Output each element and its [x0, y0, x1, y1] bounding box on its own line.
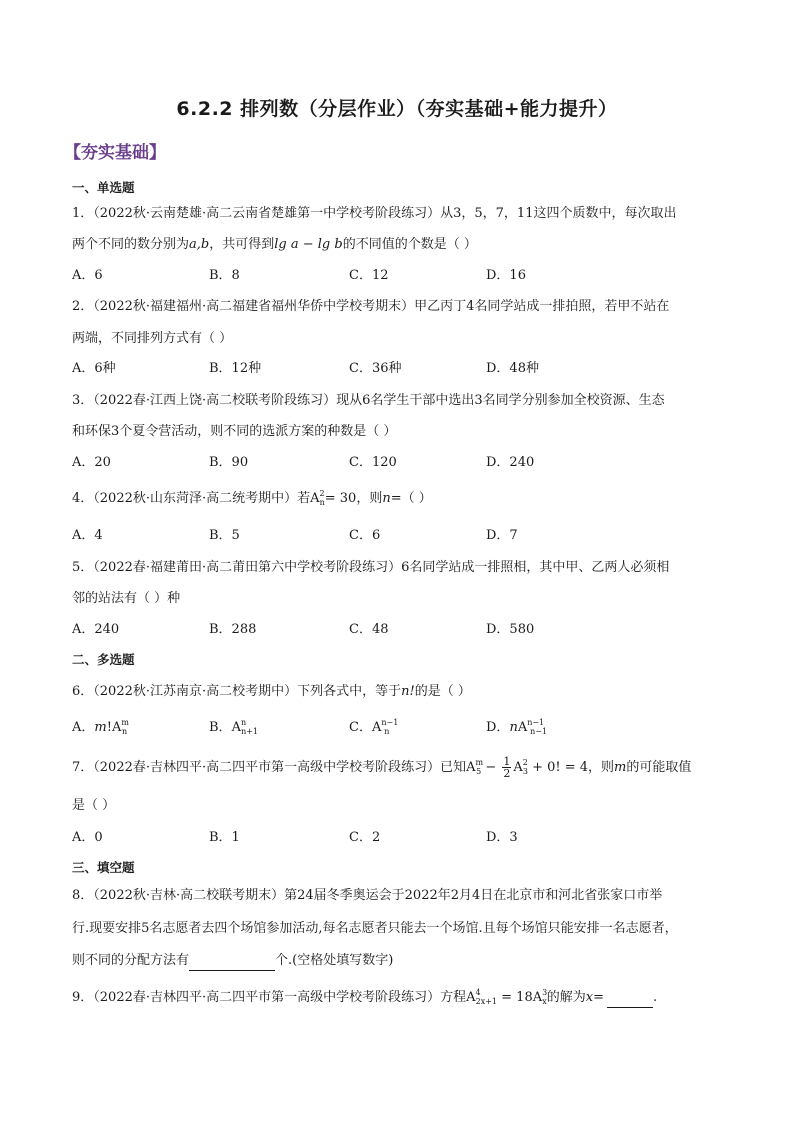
q4-perm-symbol: $A^2_n$	[310, 489, 325, 507]
q7-perm-symbol: $A^m_5$	[466, 758, 484, 776]
q5-line1: 5．（2022春·福建莆田·高二莆田第六中学校考阶段练习）6名同学站成一排照相，其中甲、乙两人必须相	[72, 560, 670, 575]
q5-option-b: B．288	[209, 622, 257, 637]
q3-line1: 3．（2022春·江西上饶·高二校联考阶段练习）现从6名学生干部中选出3名同学分别参加全校资源、生态	[72, 393, 665, 408]
q5-line2: 邻的站法有（ ）种	[72, 591, 181, 606]
heading-single-choice: 一、单选题	[72, 180, 135, 195]
q4-option-a: A．4	[72, 528, 103, 543]
q2-option-b: B．12种	[209, 361, 262, 376]
q3-line2: 和环保3个夏令营活动，则不同的选派方案的种数是（ ）	[72, 424, 397, 439]
q1-option-b: B．8	[209, 268, 240, 283]
q8-line2: 行.现要安排5名志愿者去四个场馆参加活动,每名志愿者只能去一个场馆.且每个场馆只能安排一名志愿者，	[72, 921, 678, 936]
q3-option-d: D．240	[486, 455, 535, 470]
heading-fill-blank: 三、填空题	[72, 860, 135, 875]
q5-option-a: A．240	[72, 622, 120, 637]
q5-option-c: C．48	[349, 622, 389, 637]
q6-option-a: A．$m!A^m_n$	[72, 718, 129, 736]
q6-line1: 6．（2022秋·江苏南京·高二校考期中）下列各式中，等于n!的是（ ）	[72, 684, 471, 699]
q1-option-d: D．16	[486, 268, 526, 283]
q7-fraction: $\frac{1}{2}$	[503, 755, 511, 780]
q2-option-a: A．6种	[72, 361, 116, 376]
q3-option-b: B．90	[209, 455, 249, 470]
q7-option-c: C．2	[349, 830, 381, 845]
q7-line1: 7．（2022春·吉林四平·高二四平市第一高级中学校考阶段练习）已知$A^m_5$ − $\frac{1}{2}$ $A^2_3 + 0$! = 4，则m的可能取值	[72, 755, 692, 780]
q4-option-b: B．5	[209, 528, 240, 543]
page-title: 6.2.2 排列数（分层作业）（夯实基础+能力提升）	[176, 98, 618, 120]
q2-option-c: C．36种	[349, 361, 402, 376]
q7-line2: 是（ ）	[72, 798, 116, 813]
q7-option-d: D．3	[486, 830, 518, 845]
q8-answer-blank	[189, 955, 275, 971]
q8-line1: 8．（2022秋·吉林·高二校联考期末）第24届冬季奥运会于2022年2月4日在北京市和河北省张家口市举	[72, 888, 663, 903]
q2-line2: 两端，不同排列方式有（ ）	[72, 331, 233, 346]
q9-answer-blank	[607, 992, 653, 1008]
q1-line2: 两个不同的数分别为a,b，共可得到lg a − lg b的不同值的个数是（ ）	[72, 237, 477, 252]
q1-log-expr: lg a − lg b	[274, 237, 343, 252]
q9-equation: $A^4_{2x+1} = 18A^3_x$	[466, 988, 548, 1006]
q6-option-d: D．$nA^{n-1}_{n-1}$	[486, 718, 548, 736]
q1-line1: 1．（2022秋·云南楚雄·高二云南省楚雄第一中学校考阶段练习）从3，5，7，11这四个质数中，每次取出	[72, 206, 677, 221]
q7-option-b: B．1	[209, 830, 240, 845]
heading-multi-choice: 二、多选题	[72, 652, 135, 667]
q1-var-ab: a,b	[189, 237, 210, 252]
section-tag-basics: 【夯实基础】	[64, 143, 166, 163]
q1-option-a: A．6	[72, 268, 103, 283]
q6-option-b: B．$A^n_{n+1}$	[209, 718, 259, 736]
q5-option-d: D．580	[486, 622, 535, 637]
q4-option-c: C．6	[349, 528, 381, 543]
q7-option-a: A．0	[72, 830, 103, 845]
q2-line1: 2．（2022秋·福建福州·高二福建省福州华侨中学校考期末）甲乙丙丁4名同学站成一排拍照，若甲不站在	[72, 299, 670, 314]
q9-line1: 9．（2022春·吉林四平·高二四平市第一高级中学校考阶段练习）方程$A^4_{2x+1} = 18A^3_x$的解为x= .	[72, 988, 658, 1006]
q3-option-a: A．20	[72, 455, 111, 470]
q2-option-d: D．48种	[486, 361, 539, 376]
q6-option-c: C．$A^{n-1}_n$	[349, 718, 399, 736]
q3-option-c: C．120	[349, 455, 397, 470]
q8-line3: 则不同的分配方法有 个.(空格处填写数字)	[72, 949, 732, 971]
q4-line1: 4．（2022秋·山东菏泽·高二统考期中）若$A^2_n= 30$，则n=（ ）	[72, 489, 432, 507]
q4-option-d: D．7	[486, 528, 518, 543]
q1-option-c: C．12	[349, 268, 389, 283]
